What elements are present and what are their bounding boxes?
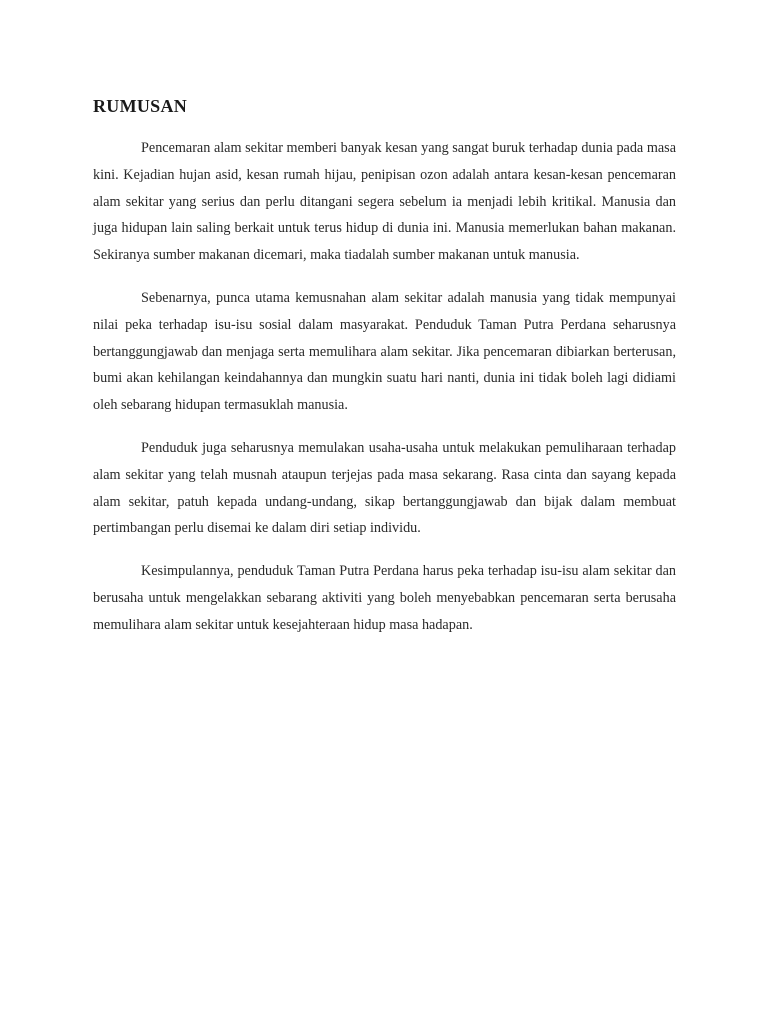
paragraph-4: Kesimpulannya, penduduk Taman Putra Perdana harus peka terhadap isu-isu alam sekitar dan berusaha untuk mengelakkan sebarang aktiviti yang boleh menyebabkan pencemaran serta berusaha memulihara alam sekitar untuk kesejahteraan hidup masa hadapan. [93,563,676,633]
document-title: RUMUSAN [93,96,188,116]
paragraph-3: Penduduk juga seharusnya memulakan usaha-usaha untuk melakukan pemuliharaan terhadap alam sekitar yang telah musnah ataupun terjejas pada masa sekarang. Rasa cinta dan sayang kepada alam sekitar, patuh kepada undang-undang, sikap bertanggungjawab dan bijak dalam membuat pertimbangan perlu disemai ke dalam diri setiap individu. [93,439,676,537]
paragraph-1: Pencemaran alam sekitar memberi banyak kesan yang sangat buruk terhadap dunia pada masa kini. Kejadian hujan asid, kesan rumah hijau, penipisan ozon adalah antara kesan-kesan pencemaran alam sekitar yang serius dan perlu ditangani segera sebelum ia menjadi lebih kritikal. Manusia dan juga hidupan lain saling berkait untuk terus hidup di dunia ini. Manusia memerlukan bahan makanan. Sekiranya sumber makanan dicemari, maka tiadalah sumber makanan untuk manusia. [93,140,676,264]
document-body [93,94,676,655]
paragraph-2: Sebenarnya, punca utama kemusnahan alam sekitar adalah manusia yang tidak mempunyai nilai peka terhadap isu-isu sosial dalam masyarakat. Penduduk Taman Putra Perdana seharusnya bertanggungjawab dan menjaga serta memulihara alam sekitar. Jika pencemaran dibiarkan berterusan, bumi akan kehilangan keindahannya dan mungkin suatu hari nanti, dunia ini tidak boleh lagi didiami oleh sebarang hidupan termasuklah manusia. [93,289,676,414]
